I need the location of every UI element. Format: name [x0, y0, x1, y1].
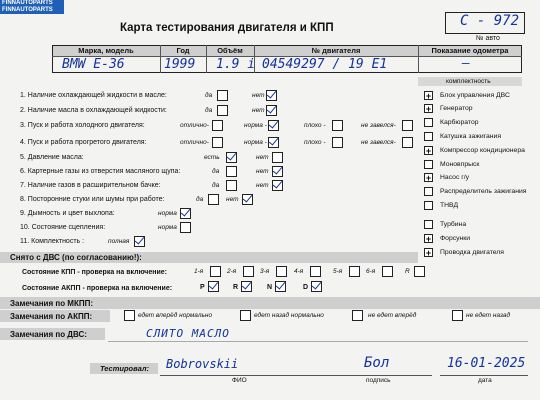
logo-line-2: FINNAUTOPARTS: [2, 7, 53, 13]
kpp-label: Состояние КПП - проверка на включение:: [22, 269, 167, 276]
q3-normal-checkbox[interactable]: [268, 120, 279, 131]
gear-5-checkbox[interactable]: [349, 266, 360, 277]
q3-bad-checkbox[interactable]: [332, 120, 343, 131]
component-6: Моновпрыск: [440, 161, 480, 168]
signature-label: подпись: [366, 377, 391, 384]
akpp-no-forward-label: не едет вперёд: [368, 312, 417, 319]
fio-label: ФИО: [232, 377, 247, 384]
component-mark-9[interactable]: [424, 201, 433, 210]
question-4: 4. Пуск и работа прогретого двигателя:: [20, 139, 147, 146]
q9-normal-checkbox[interactable]: [180, 208, 191, 219]
akpp-no-back-label: не едет назад: [466, 312, 511, 319]
akpp-back-ok-label: едет назад нормально: [254, 312, 324, 319]
q7-net-checkbox[interactable]: [272, 180, 283, 191]
q2-da-checkbox[interactable]: [217, 105, 228, 116]
q4-no-start-checkbox[interactable]: [402, 137, 413, 148]
q3-excellent-label: отлично-: [180, 122, 209, 129]
component-3: Карбюратор: [440, 119, 479, 126]
question-11: 11. Комплектность :: [20, 238, 85, 245]
akpp-p-label: P: [200, 284, 205, 291]
q8-da-label: да: [196, 196, 204, 203]
gear-6-checkbox[interactable]: [382, 266, 393, 277]
akpp-label: Состояние АКПП - проверка на включение:: [22, 285, 173, 292]
q3-bad-label: плохо -: [304, 122, 326, 129]
q1-net-checkbox[interactable]: [266, 90, 277, 101]
q6-net-label: нет: [256, 168, 269, 175]
remarks-dvs-value: СЛИТО МАСЛО: [146, 327, 230, 340]
year-value: 1999: [164, 57, 196, 72]
q2-da-label: да: [205, 107, 213, 114]
page-title: Карта тестирования двигателя и КПП: [120, 22, 334, 34]
component-7: Насос г/у: [440, 174, 469, 181]
component-1: Блок управления ДВС: [440, 92, 510, 99]
gear-2-checkbox[interactable]: [243, 266, 254, 277]
question-7: 7. Наличие газов в расширительном бачке:: [20, 182, 161, 189]
removed-label: Снято с ДВС (по согласованию!):: [10, 253, 142, 262]
q4-bad-label: плохо -: [304, 139, 326, 146]
q4-normal-checkbox[interactable]: [268, 137, 279, 148]
component-9: ТНВД: [440, 202, 459, 209]
akpp-r-checkbox[interactable]: [241, 281, 252, 292]
q7-da-checkbox[interactable]: [226, 180, 237, 191]
q6-da-label: да: [212, 168, 220, 175]
question-5: 5. Давление масла:: [20, 154, 84, 161]
component-mark-10[interactable]: [424, 220, 433, 229]
question-9: 9. Дымность и цвет выхлопа:: [20, 210, 115, 217]
q8-net-label: нет: [226, 196, 239, 203]
q5-net-checkbox[interactable]: [272, 152, 283, 163]
odometer-value: —: [462, 56, 470, 71]
component-11: Форсунки: [440, 235, 471, 242]
question-3: 3. Пуск и работа холодного двигателя:: [20, 122, 145, 129]
component-mark-11[interactable]: +: [425, 234, 432, 244]
question-2: 2. Наличие масла в охлаждающей жидкости:: [20, 107, 167, 114]
gear-3-checkbox[interactable]: [276, 266, 287, 277]
question-6: 6. Картерные газы из отверстия масляного щупа:: [20, 168, 181, 175]
gear-6-label: 6-я: [366, 268, 376, 275]
question-10: 10. Состояние сцепления:: [20, 224, 106, 231]
q1-da-label: да: [205, 92, 213, 99]
component-mark-12[interactable]: +: [425, 248, 432, 258]
gear-r-label: R: [405, 268, 410, 275]
tested-label: Тестировал:: [100, 364, 149, 373]
make-header: Марка, модель: [78, 46, 134, 55]
akpp-n-label: N: [267, 284, 273, 291]
q5-net-label: нет: [256, 154, 269, 161]
gear-2-label: 2-я: [227, 268, 237, 275]
logo-line-1: FINNAUTOPARTS: [2, 0, 53, 6]
q4-normal-label: норма -: [244, 139, 267, 146]
q4-bad-checkbox[interactable]: [332, 137, 343, 148]
q2-net-checkbox[interactable]: [266, 105, 277, 116]
q7-net-label: нет: [256, 182, 269, 189]
akpp-d-checkbox[interactable]: [311, 281, 322, 292]
question-8: 8. Посторонние стуки или шумы при работе:: [20, 196, 165, 203]
q4-excellent-label: отлично-: [180, 139, 209, 146]
akpp-no-back-checkbox[interactable]: [452, 310, 463, 321]
engine-value: 04549297 / 19 E1: [262, 57, 388, 72]
volume-value: 1.9 i: [216, 57, 256, 72]
finnautoparts-logo: [0, 0, 64, 14]
component-mark-5[interactable]: +: [425, 146, 432, 156]
component-mark-2[interactable]: +: [425, 104, 432, 114]
component-mark-7[interactable]: +: [425, 173, 432, 183]
q6-net-checkbox[interactable]: [272, 166, 283, 177]
component-mark-8[interactable]: [424, 187, 433, 196]
year-header: Год: [176, 46, 190, 55]
component-12: Проводка двигателя: [440, 249, 504, 256]
signature: Бол: [364, 355, 390, 371]
component-mark-1[interactable]: +: [425, 91, 432, 101]
component-mark-6[interactable]: [424, 160, 433, 169]
remarks-akpp-label: Замечания по АКПП:: [10, 312, 93, 321]
akpp-back-ok-checkbox[interactable]: [240, 310, 251, 321]
gear-1-checkbox[interactable]: [210, 266, 221, 277]
q7-da-label: да: [212, 182, 220, 189]
q5-yes-label: есть: [204, 154, 220, 161]
akpp-r-label: R: [233, 284, 239, 291]
date-label: дата: [478, 377, 492, 384]
remarks-mkpp-label: Замечания по МКПП:: [10, 299, 94, 308]
q3-no-start-checkbox[interactable]: [402, 120, 413, 131]
gear-1-label: 1-я: [194, 268, 204, 275]
engine-header: № двигателя: [311, 46, 361, 55]
akpp-n-checkbox[interactable]: [275, 281, 286, 292]
q9-normal-label: норма: [158, 210, 177, 217]
q11-full-label: полная: [108, 238, 130, 245]
q10-normal-label: норма: [158, 224, 177, 231]
q1-net-label: нет: [252, 92, 265, 99]
component-10: Турбина: [440, 221, 467, 228]
akpp-forward-ok-checkbox[interactable]: [124, 310, 135, 321]
q3-excellent-checkbox[interactable]: [212, 120, 223, 131]
akpp-no-forward-checkbox[interactable]: [352, 310, 363, 321]
q10-normal-checkbox[interactable]: [180, 222, 191, 233]
component-5: Компрессор кондиционера: [440, 147, 525, 154]
q8-net-checkbox[interactable]: [242, 194, 253, 205]
component-2: Генератор: [440, 105, 473, 112]
q3-normal-label: норма -: [244, 122, 267, 129]
car-number-label: № авто: [476, 35, 500, 42]
date-value: 16-01-2025: [447, 356, 526, 371]
q8-da-checkbox[interactable]: [208, 194, 219, 205]
component-mark-4[interactable]: [424, 132, 433, 141]
odometer-header: Показание одометра: [431, 46, 509, 55]
gear-r-checkbox[interactable]: [414, 266, 425, 277]
q11-full-checkbox[interactable]: [134, 236, 145, 247]
q5-yes-checkbox[interactable]: [226, 152, 237, 163]
question-1: 1. Наличие охлаждающей жидкости в масле:: [20, 92, 167, 99]
akpp-forward-ok-label: едет вперёд нормально: [138, 312, 213, 319]
q2-net-label: нет: [252, 107, 265, 114]
completeness-header: комплектность: [446, 78, 491, 85]
akpp-p-checkbox[interactable]: [208, 281, 219, 292]
make-value: BMW E-36: [62, 57, 125, 72]
car-number-value: С - 972: [460, 13, 520, 29]
gear-5-label: 5-я: [333, 268, 343, 275]
akpp-d-label: D: [303, 284, 309, 291]
q4-excellent-checkbox[interactable]: [212, 137, 223, 148]
gear-4-checkbox[interactable]: [310, 266, 321, 277]
q1-da-checkbox[interactable]: [217, 90, 228, 101]
gear-3-label: 3-я: [260, 268, 270, 275]
remarks-dvs-label: Замечания по ДВС:: [10, 330, 87, 339]
gear-4-label: 4-я: [294, 268, 304, 275]
q6-da-checkbox[interactable]: [226, 166, 237, 177]
component-8: Распределитель зажигания: [440, 188, 527, 195]
component-mark-3[interactable]: [424, 118, 433, 127]
q4-no-start-label: не завелся-: [361, 139, 396, 146]
component-4: Катушка зажигания: [440, 133, 502, 140]
q3-no-start-label: не завелся-: [361, 122, 396, 129]
tester-name: Bobrovskii: [166, 357, 239, 371]
volume-header: Объём: [217, 46, 243, 55]
